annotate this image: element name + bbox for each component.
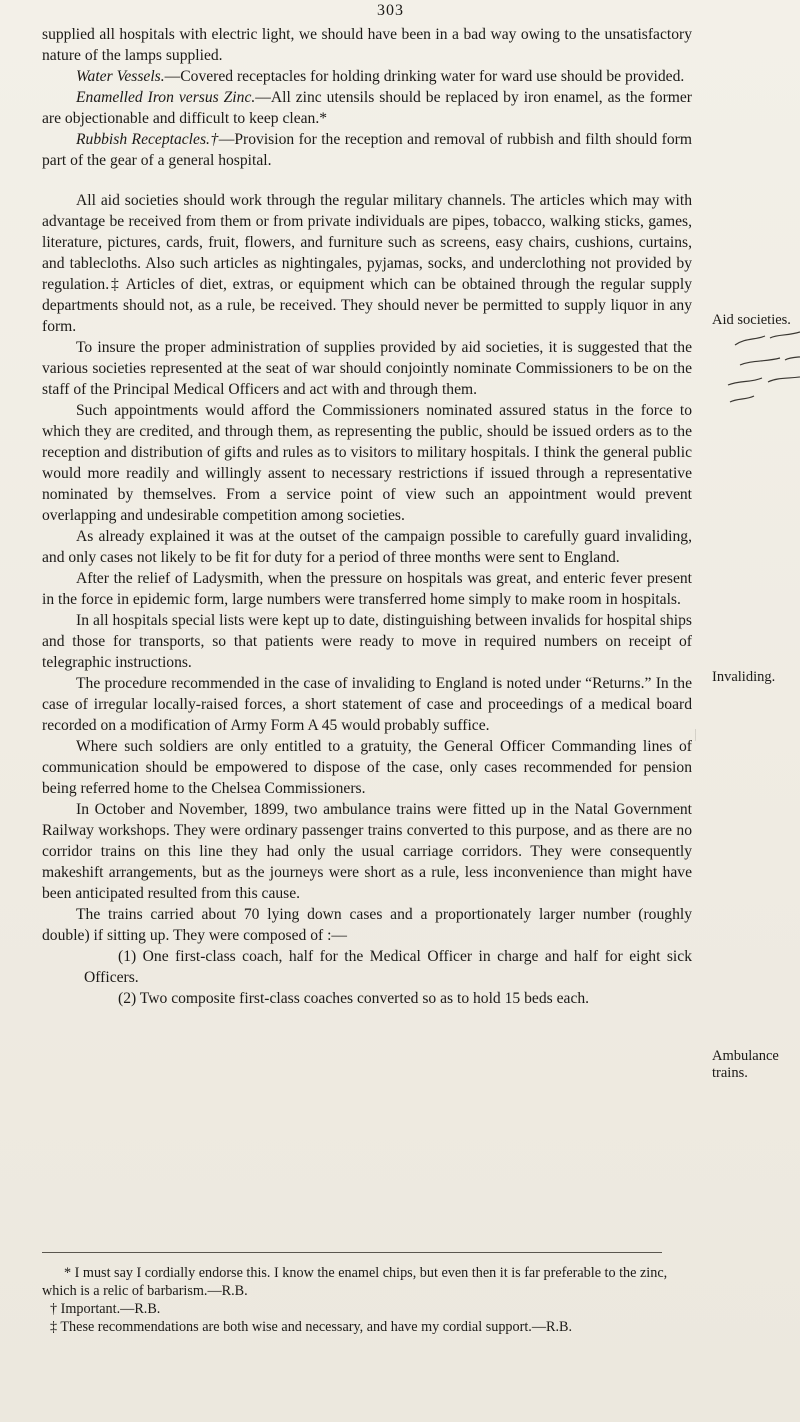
paragraph-ambulance-trains: In October and November, 1899, two ambulance trains were fitted up in the Natal Government Railway workshops. They were ordinary passenger trains converted to this purpose, and as there are no corridor trains on this line they had only the usual carriage corridors. They were consequently makeshift arrangements, but as the journeys were short as a rule, less inconvenience than might have been anticipated resulted from this cause. — [42, 801, 692, 902]
paragraph-appointments: Such appointments would afford the Commissioners nominated assured status in the force to which they are credited, and through them, as representing the public, should be issued orders as to the reception and distribution of gifts and rules as to visitors to military hospitals. I think the general public would more readily and willingly assent to necessary restrictions if issued through a representative nominated by themselves. From a service point of view such an appointment would prevent overlapping and undesirable competition among societies. — [42, 402, 692, 524]
paragraph-procedure: The procedure recommended in the case of invaliding to England is noted under “Returns.” In the case of irregular locally-raised forces, a short statement of case and proceedings of a medical board recorded on a modification of Army Form A 45 would probably suffice. — [42, 675, 692, 734]
paragraph-gratuity: Where such soldiers are only entitled to a gratuity, the General Officer Commanding lines of communication should be empowered to dispose of the case, only cases recommended for pension being referred home to the Chelsea Commissioners. — [42, 738, 692, 797]
list-item: (2) Two composite first-class coaches converted so as to hold 15 beds each. — [118, 990, 590, 1007]
footnote: † Important.—R.B. — [50, 1301, 161, 1317]
paragraph-trains-carried: The trains carried about 70 lying down cases and a proportionately larger number (roughly double) if sitting up. They were composed of :— — [42, 906, 692, 944]
list-item: (1) One first-class coach, half for the Medical Officer in charge and half for eight sick Officers. — [84, 948, 692, 986]
main-text-column — [42, 24, 692, 1009]
footnote: ‡ These recommendations are both wise and necessary, and have my cordial support.—R.B. — [50, 1319, 573, 1335]
text-rubbish-receptacles: —Provision for the reception and removal of rubbish and filth should form part of the gear of a general hospital. — [42, 131, 692, 169]
text-enamelled-iron: —All zinc utensils should be replaced by iron enamel, as the former are objectionable and difficult to keep clean.* — [42, 89, 693, 127]
page-number: 303 — [377, 2, 404, 19]
paragraph-ladysmith: After the relief of Ladysmith, when the pressure on hospitals was great, and enteric fever present in the force in epidemic form, large numbers were transferred home simply to make room in hospitals. — [42, 570, 692, 608]
heading-enamelled-iron: Enamelled Iron versus Zinc. — [76, 89, 256, 106]
footnotes — [42, 1264, 692, 1336]
heading-rubbish-receptacles: Rubbish Receptacles.† — [76, 131, 219, 148]
paragraph-water-vessels — [42, 66, 692, 87]
paragraph-intro: supplied all hospitals with electric light, we should have been in a bad way owing to the unsatisfactory nature of the lamps supplied. — [42, 26, 692, 64]
paragraph-supplies-administration: To insure the proper administration of supplies provided by aid societies, it is suggested that the various societies represented at the seat of war should conjointly nominate Commissioners to be on the staff of the Principal Medical Officers and act with and through them. — [42, 339, 692, 398]
footnote: * I must say I cordially endorse this. I know the enamel chips, but even then it is far preferable to the zinc, which is a relic of barbarism.—R.B. — [42, 1265, 668, 1299]
paragraph-invaliding: As already explained it was at the outset of the campaign possible to carefully guard invaliding, and only cases not likely to be fit for duty for a period of three months were sent to England. — [42, 528, 692, 566]
margin-note-aid-societies: Aid societies. — [712, 312, 791, 328]
heading-water-vessels: Water Vessels. — [76, 68, 165, 85]
footnote-divider — [42, 1252, 662, 1253]
margin-note-ambulance-trains: Ambulance trains. — [712, 1048, 779, 1081]
handwritten-annotation — [690, 320, 800, 440]
paragraph-enamelled-iron — [42, 87, 692, 129]
text-water-vessels: —Covered receptacles for holding drinking water for ward use should be provided. — [164, 68, 685, 85]
margin-note-invaliding: Invaliding. — [712, 669, 776, 685]
paragraph-special-lists: In all hospitals special lists were kept up to date, distinguishing between invalids for hospital ships and those for transports, so that patients were ready to move in required numbers on receipt of telegraphic instructions. — [42, 612, 692, 671]
margin-bracket-mark — [694, 680, 706, 790]
paragraph-rubbish-receptacles — [42, 129, 692, 171]
paragraph-aid-societies: All aid societies should work through the regular military channels. The articles which may with advantage be received from them or from private individuals are pipes, tobacco, walking sticks, games, literature, pictures, cards, fruit, flowers, and furniture such as screens, easy chairs, cushions, curtains, and tablecloths. Also such articles as nightingales, pyjamas, socks, and underclothing not provided by regulation.‡ Articles of diet, extras, or equipment which can be obtained through the regular supply departments should not, as a rule, be received. They should never be permitted to supply liquor in any form. — [42, 192, 692, 335]
